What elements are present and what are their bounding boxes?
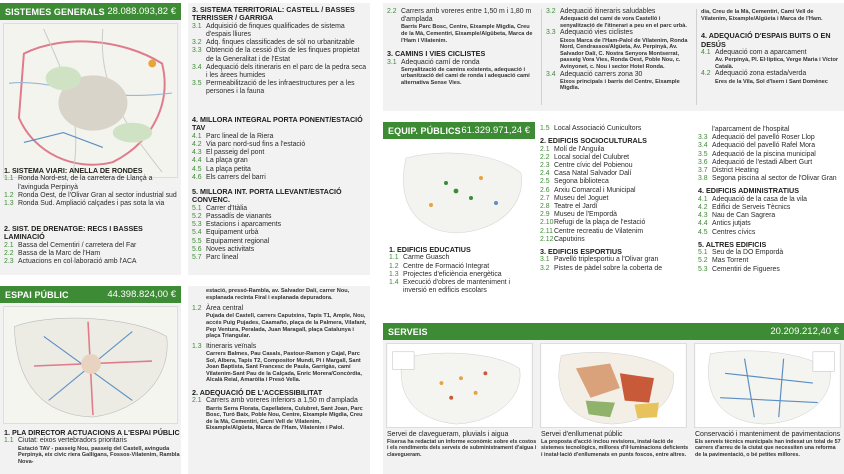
list-item: 3.7 District Heating (698, 167, 759, 175)
list-item: 1.5 Local Associació Cunicultors (540, 125, 642, 132)
serveis-header (383, 323, 844, 340)
list-item: 3.4 Adequació dels itineraris en el parc de la pedra seca i les àrees humides (192, 63, 367, 80)
equipaments-col2 (540, 122, 692, 315)
list-item: 3.2 Adequació itineraris saludables (546, 8, 656, 15)
col3-top (387, 8, 537, 87)
pavimentacions-map (694, 343, 841, 428)
porta-llevant-block (192, 188, 368, 262)
socioculturals-heading: 2. EDIFICIS SOCIOCULTURALS (540, 136, 647, 146)
list-item: 4.5 La plaça petita (192, 165, 251, 173)
pla-director-heading: 1. PLA DIRECTOR ACTUACIONS A L'ESPAI PÚBLIC (4, 428, 180, 437)
serveis-panel (383, 340, 844, 474)
porta-llevant-heading: 5. MILLORA INT. PORTA LLEVANT/ESTACIÓ CONVENC. (192, 187, 342, 205)
espais-buits-heading: 4. ADEQUACIÓ D'ESPAIS BUITS O EN DESÚS (701, 31, 831, 49)
list-item: 5.6 Noves activitats (192, 245, 255, 253)
city-map-image (4, 307, 177, 423)
espai-public-top-panel (383, 3, 844, 111)
equipaments-map (386, 143, 532, 239)
item-detail: Av. Perpinyà, Pl. El·líptica, Verge Maria i Víctor Català. (715, 57, 839, 70)
list-item: 2.11 Centre recreatiu de Vilatenim (540, 227, 644, 235)
card-title: Servei d'enllumenat públic (541, 431, 623, 438)
list-item: 2.2 Local social del Culubret (540, 153, 630, 161)
sistema-territorial-heading: 3. SISTEMA TERRITORIAL: CASTELL / BASSES TERRISSER / GARRIGA (192, 5, 355, 23)
city-map-image (386, 143, 532, 239)
accessibilitat-heading: 2. ADEQUACIÓ DE L'ACCESSIBILITAT (192, 387, 323, 397)
card-title: Conservació i manteniment de pavimentacions (695, 431, 841, 438)
city-map-image (695, 344, 840, 427)
list-item: 3.4 Adequació del pavelló Rafel Mora (698, 142, 816, 150)
equipaments-col3-inner (698, 126, 844, 274)
list-item: 4.4 La plaça gran (192, 157, 248, 165)
list-item: 1.2 Ronda Oest, de l'Olivar Gran al sector industrial sud (4, 191, 177, 199)
item-detail: Pujada del Castell, carrers Caputxins, Tapis T1, Ample, Nou, accés Puig Pujades, Caamaño, plaça de la Palmera, Vilafant, Pep Ventura, Peralada, Juan Maragall, plaça Catalunya i plaça Triangular. (206, 313, 367, 340)
sistema-viari-heading: 1. SISTEMA VIARI: ANELLA DE RONDES (4, 166, 143, 175)
espai-public-header (0, 286, 181, 303)
sistemes-generals-cont-panel (188, 3, 370, 275)
list-item: 1.3 Itineraris veïnals (192, 342, 257, 350)
col4-top (546, 8, 692, 92)
list-item: 2.4 Casa Natal Salvador Dalí (540, 170, 632, 178)
equipaments-panel (383, 139, 535, 315)
list-item: 4.3 Nau de Can Sagrera (698, 212, 776, 220)
espai-public-cont-panel (188, 286, 370, 474)
city-map-image (4, 24, 177, 177)
porta-ponent-heading: 4. MILLORA INTEGRAL PORTA PONENT/ESTACIÓ TAV (192, 115, 363, 133)
list-item: 4.5 Centres cívics (698, 228, 756, 236)
list-item: 4.2 Via parc nord-sud fins a l'estació (192, 141, 306, 149)
col5-top (701, 9, 841, 85)
item-detail: Barris Parc Bosc, Centre, Eixample Migdia, Creu de la Mà, Cementiri, Eixample/Algübeta, Marca de l'Ham i Vilatenim. (401, 24, 533, 44)
list-item: l'aparcament de l'hospital (712, 126, 790, 133)
pla-director-block (4, 429, 180, 465)
item-detail: Barris Serra Florata, Capellatera, Culubret, Sant Joan, Parc Bosc, Turó Baix, Poble Nou, Centre, Eixample Migdia, Creu de la Mà, Cementiri, Camí Vell de Vilatenim, Eixample/Algüeta, Marca de l'Ham, Vilatenim i Palol. (206, 405, 363, 432)
list-item: 4.2 Adequació zona estada/verda (701, 70, 807, 78)
list-item: 3.6 Adequació de l'estadi Albert Gurt (698, 158, 813, 166)
enllumenat-card (541, 431, 691, 458)
list-item: 2.12 Caputxins (540, 235, 585, 243)
list-item: 4.4 Antics jutjats (698, 220, 751, 228)
camins-heading: 3. CAMINS I VIES CICLISTES (387, 49, 486, 59)
clavegueram-card (387, 431, 537, 458)
section-amount: 61.329.971,24 € (461, 125, 530, 136)
drenatge-block (4, 225, 179, 266)
list-item: 1.1 Ronda Nord-est, de la carretera de Llançà a l'avinguda Perpinyà (4, 175, 153, 191)
list-item: 5.3 Cementiri de Figueres (698, 265, 780, 273)
sistema-territorial-block (192, 6, 368, 97)
list-item: 5.3 Estacions i aparcaments (192, 221, 282, 229)
list-item: 2.10 Refugi de la plaça de l'estació (540, 219, 646, 227)
list-item: 4.2 Edifici de Serveis Tècnics (698, 204, 791, 212)
list-item: 5.1 Carrer d'Itàlia (192, 204, 248, 212)
list-item: 3.8 Segona piscina al sector de l'Olivar Gran (698, 175, 837, 183)
item-detail: Senyalització de camins existents, adequació i urbanització del camí de ronda i adequació camí alternativa Sense Vies. (401, 66, 530, 86)
espai-public-map (3, 306, 178, 424)
city-map-image (387, 344, 532, 427)
item-detail: Eres de la Vila, Sol d'Isern i Sant Domènec (715, 78, 828, 85)
list-item: 3.1 Adquisició de finques qualificades de sistema d'espais lliures (192, 22, 345, 39)
list-item: 3.3 Adequació vies ciclistes (546, 29, 633, 37)
educatius-block (389, 246, 535, 295)
card-text: La proposta d'acció inclou revisions, instal·lació de sistemes tecnològics, millores d'il·luminacions deficients i instal·lació d'enllumenats en punts foscos, entre altres. (541, 439, 689, 458)
list-item: 3.4 Adequació carrers zona 30 (546, 70, 643, 78)
list-item: 3.5 Permeabilització de les infraestructures per a les persones i la fauna (192, 80, 355, 96)
list-item: 4.1 Adequació de la casa de la vila (698, 195, 808, 203)
list-item: 4.6 Els carrers del barri (192, 173, 266, 181)
sistemes-generals-map (3, 23, 178, 178)
equipaments-col3 (698, 122, 844, 315)
list-item: 2.8 Teatre el Jardí (540, 203, 598, 211)
item-detail: estació, pressó-Rambla, av. Salvador Dalí, carrer Nou, esplanada recinta Firal i esplanada depuradora. (206, 288, 350, 301)
list-item: 1.4 Execució d'obres de manteniment i inversió en edificis escolars (389, 279, 511, 295)
clavegueram-map (386, 343, 533, 428)
card-text: Els serveis tècnics municipals han indexat un total de 57 carrers d'arreu de la ciutat que necessiten una reforma de la pavimentació, o bé petites millores. (695, 439, 841, 458)
section-amount: 28.088.093,82 € (107, 6, 176, 17)
list-item: 3.3 Obtenció de la cessió d'ús de les finques propietat de la Generalitat i de l'Estat (192, 47, 360, 63)
list-item: 3.3 Adequació del pavelló Roser Llop (698, 134, 815, 142)
porta-ponent-block (192, 116, 368, 182)
section-title: SISTEMES GENERALS (5, 6, 105, 17)
list-item: 1.1 Ciutat: eixos vertebradors prioritaris (4, 437, 127, 445)
list-item: 2.6 Arxiu Comarcal i Municipal (540, 186, 636, 194)
section-title: ESPAI PÚBLIC (5, 289, 69, 300)
city-map-image (541, 344, 686, 427)
list-item: 5.1 Seu de la DO Empordà (698, 249, 784, 257)
administratius-heading: 4. EDIFICIS ADMINISTRATIUS (698, 186, 800, 196)
card-title: Servei de clavegueram, pluvials i aigua (387, 431, 509, 438)
list-item: 2.5 Segona biblioteca (540, 178, 609, 186)
list-item: 4.1 Adequació com a aparcament (701, 49, 807, 56)
drenatge-heading: 2. SIST. DE DRENATGE: RECS I BASSES LAMINACIÓ (4, 224, 143, 242)
sistemes-generals-header (0, 3, 181, 20)
sistema-viari-block (4, 167, 179, 208)
item-detail: Eixos Marca de l'Ham-Palol de Vilatenim, Ronda Nord, Cendrassos/Algüeta, Av. Perpinyà, Av. Salvador Dalí, C. Nostra Senyora Montserrat, passeig Vora Vies, Ronda Oest, Poble Nou, c. Avinyonet, c. Nou i sector Hotel Ronda. (560, 37, 688, 70)
item-detail: Eixos principals i barris del Centre, Eixample Migdia. (560, 78, 680, 92)
list-item: 2.9 Museu de l'Empordà (540, 211, 617, 219)
list-item: 5.7 Parc lineal (192, 254, 239, 262)
list-item: 5.2 Passadís de vianants (192, 213, 272, 221)
equipaments-header (383, 122, 535, 139)
item-detail: Carrers Balmes, Pau Casals, Pastour-Ramon y Cajal, Parc Sol, Albera, Tapis T2, Compositor Mundi, Pi i Margall, Sant Joan Baptista, Sant Francesc de Paula, Garrigàs, camí Vilatenim-Sant Pau de la Calçada, Enric Morera/Concòrdia, Alcalà Reial, Amaròlia i Presó Vella. (206, 350, 362, 384)
list-item: 3.2 Pistes de pàdel sobre la coberta de (540, 264, 663, 272)
list-item: 1.1 Carme Guasch (389, 254, 450, 262)
equipaments-col2-inner (540, 125, 692, 273)
list-item: 5.5 Equipament regional (192, 237, 270, 245)
item-detail: Estació TAV - passeig Nou, passeig del Castell, avinguda Perpinyà, eix civic riera Galligans, Fossos-Vilatenim, Rambla Nova- (18, 445, 180, 465)
section-title: SERVEIS (388, 326, 428, 337)
educatius-heading: 1. EDIFICIS EDUCATIUS (389, 245, 471, 254)
list-item: 4.3 El passeig del pont (192, 149, 265, 157)
list-item: 3.1 Adequació camí de ronda (387, 58, 480, 66)
section-amount: 44.398.824,00 € (107, 289, 176, 300)
item-detail: dia, Creu de la Mà, Cementiri, Camí Vell de Vilatenim, Eixample/Algüeta i Marca de l'Ham. (701, 9, 823, 22)
list-item: 1.2 Àrea central (192, 305, 244, 313)
list-item: 2.3 Centre cívic del Pobienou (540, 162, 633, 170)
list-item: 2.2 Carrers amb voreres entre 1,50 m i 1,80 m d'amplada (387, 8, 532, 24)
list-item: 5.4 Equipament urbà (192, 229, 259, 237)
pavimentacions-card (695, 431, 843, 458)
list-item: 3.1 Pavelló triplesportiu a l'Olivar gran (540, 256, 659, 264)
card-text: Fisersa ha redactat un informe econòmic sobre els costos i els rendiments dels serveis de subministrament d'aigua i clavegueram. (387, 439, 537, 458)
list-item: 3.5 Adequació de la piscina municipal (698, 150, 816, 158)
section-amount: 20.209.212,40 € (770, 326, 839, 337)
list-item: 1.3 Projectes d'eficiència energètica (389, 270, 502, 278)
section-title: EQUIP. PÚBLICS (388, 125, 461, 136)
list-item: 2.1 Bassa del Cementiri / carretera del Far (4, 241, 137, 249)
list-item: 3.2 Adq. finques classificades de sòl no urbanitzable (192, 39, 355, 47)
list-item: 1.3 Ronda Sud. Ampliació calçades i pas sota la via (4, 200, 165, 208)
list-item: 2.3 Actuacions en col·laboració amb l'ACA (4, 258, 137, 266)
sistemes-generals-panel (0, 20, 181, 275)
espai-public-cont (192, 288, 368, 432)
list-item: 2.1 Carrers amb voreres inferiors a 1,50 m d'amplada (192, 397, 358, 405)
enllumenat-map (540, 343, 687, 428)
item-detail: Adequació del camí de vora Castelló i senyalització de l'itinerari a peu en el parc urbà. (560, 16, 687, 29)
list-item: 2.1 Molí de l'Anguila (540, 145, 605, 153)
list-item: 2.7 Museu del Joguet (540, 194, 609, 202)
altres-heading: 5. ALTRES EDIFICIS (698, 239, 767, 249)
espai-public-panel (0, 303, 181, 474)
list-item: 2.2 Bassa de la Marc de l'Ham (4, 250, 101, 258)
list-item: 5.2 Mas Torrent (698, 257, 749, 265)
list-item: 1.2 Centre de Formació Integrat (389, 262, 490, 270)
esportius-heading: 3. EDIFICIS ESPORTIUS (540, 247, 622, 257)
list-item: 4.1 Parc lineal de la Riera (192, 132, 274, 140)
